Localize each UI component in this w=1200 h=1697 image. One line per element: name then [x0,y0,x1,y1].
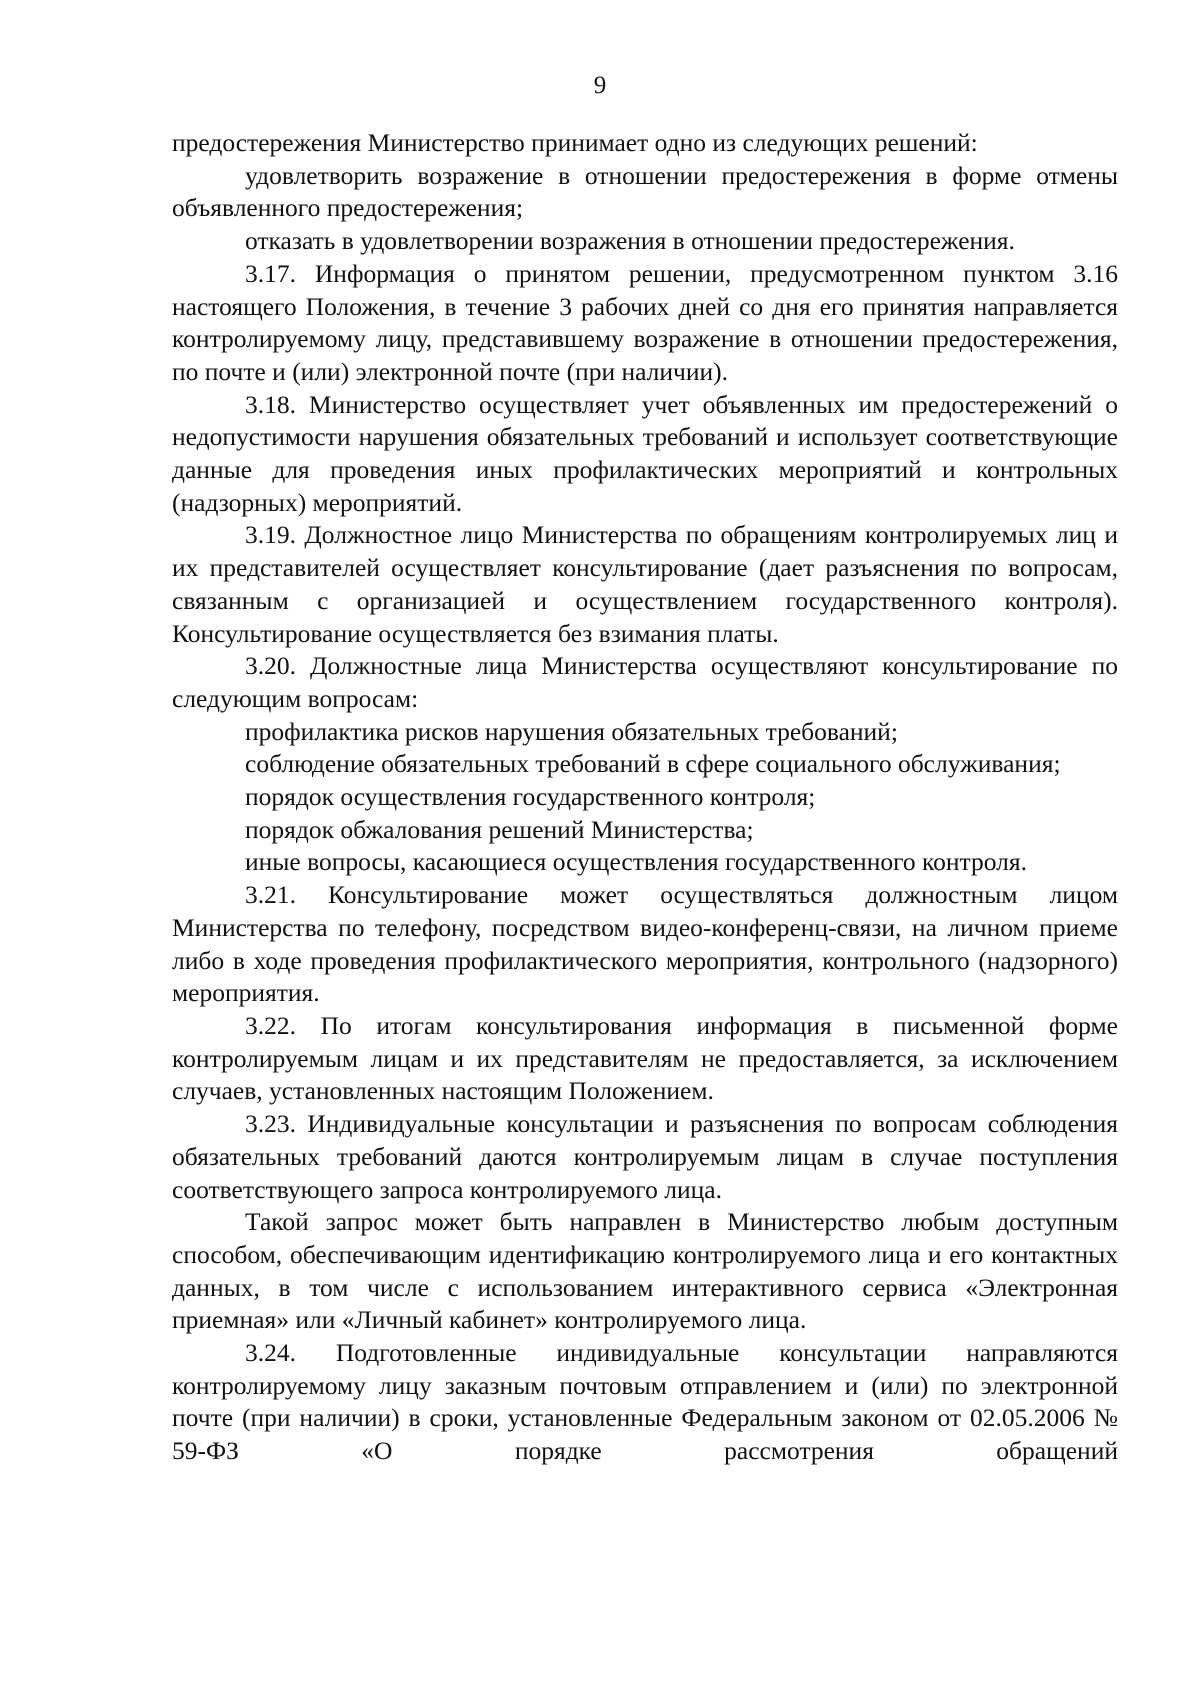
paragraph: 3.18. Министерство осуществляет учет объявленных им предостережений о недопустимости нарушения обязательных требований и использует соответствующие данные для проведения иных профилактических мероприятий и контрольных (надзорных) мероприятий. [172,389,1118,517]
page-number: 9 [593,72,607,99]
paragraph: предостережения Министерство принимает одно из следующих решений: [172,128,978,157]
paragraph: профилактика рисков нарушения обязательных требований; [245,716,898,746]
paragraph: 3.17. Информация о принятом решении, предусмотренном пунктом 3.16 настоящего Положения, в течение 3 рабочих дней со дня его принятия направляется контролируемому лицу, представившему возражение в отношении предостережения, по почте и (или) электронной почте (при наличии). [172,258,1118,386]
paragraph: порядок осуществления государственного контроля; [245,782,816,812]
paragraph: порядок обжалования решений Министерства; [245,814,754,844]
paragraph: 3.22. По итогам консультирования информация в письменной форме контролируемым лицам и их представителям не предоставляется, за исключением случаев, установленных настоящим Положением. [172,1010,1118,1106]
paragraph: удовлетворить возражение в отношении предостережения в форме отмены объявленного предостережения; [172,160,1118,223]
paragraph: 3.21. Консультирование может осуществляться должностным лицом Министерства по телефону, посредством видео-конференц-связи, на личном приеме либо в ходе проведения профилактического мероприятия, контрольного (надзорного) мероприятия. [172,880,1118,1008]
paragraph: 3.23. Индивидуальные консультации и разъяснения по вопросам соблюдения обязательных требований даются контролируемым лицам в случае поступления соответствующего запроса контролируемого лица. [172,1109,1118,1204]
paragraph: соблюдение обязательных требований в сфере социального обслуживания; [245,749,1061,779]
paragraph: 3.24. Подготовленные индивидуальные консультации направляются контролируемому лицу заказным почтовым отправлением и (или) по электронной почте (при наличии) в сроки, установленные Федеральным законом от 02.05.2006 № 59-ФЗ «О порядке рассмотрения обращений [172,1338,1118,1466]
paragraph: 3.20. Должностные лица Министерства осуществляют консультирование по следующим вопросам: [172,651,1118,713]
paragraph: 3.19. Должностное лицо Министерства по обращениям контролируемых лиц и их представителей осуществляет консультирование (дает разъяснения по вопросам, связанным с организацией и осуществлением государственного контроля). Консультирование осуществляется без взимания платы. [172,520,1118,648]
paragraph: Такой запрос может быть направлен в Министерство любым доступным способом, обеспечивающим идентификацию контролируемого лица и его контактных данных, в том числе с использованием интерактивного сервиса «Электронная приемная» или «Личный кабинет» контролируемого лица. [172,1207,1118,1335]
paragraph: иные вопросы, касающиеся осуществления государственного контроля. [245,847,1027,877]
paragraph: отказать в удовлетворении возражения в отношении предостережения. [245,226,1015,256]
document-body [172,127,1118,1468]
